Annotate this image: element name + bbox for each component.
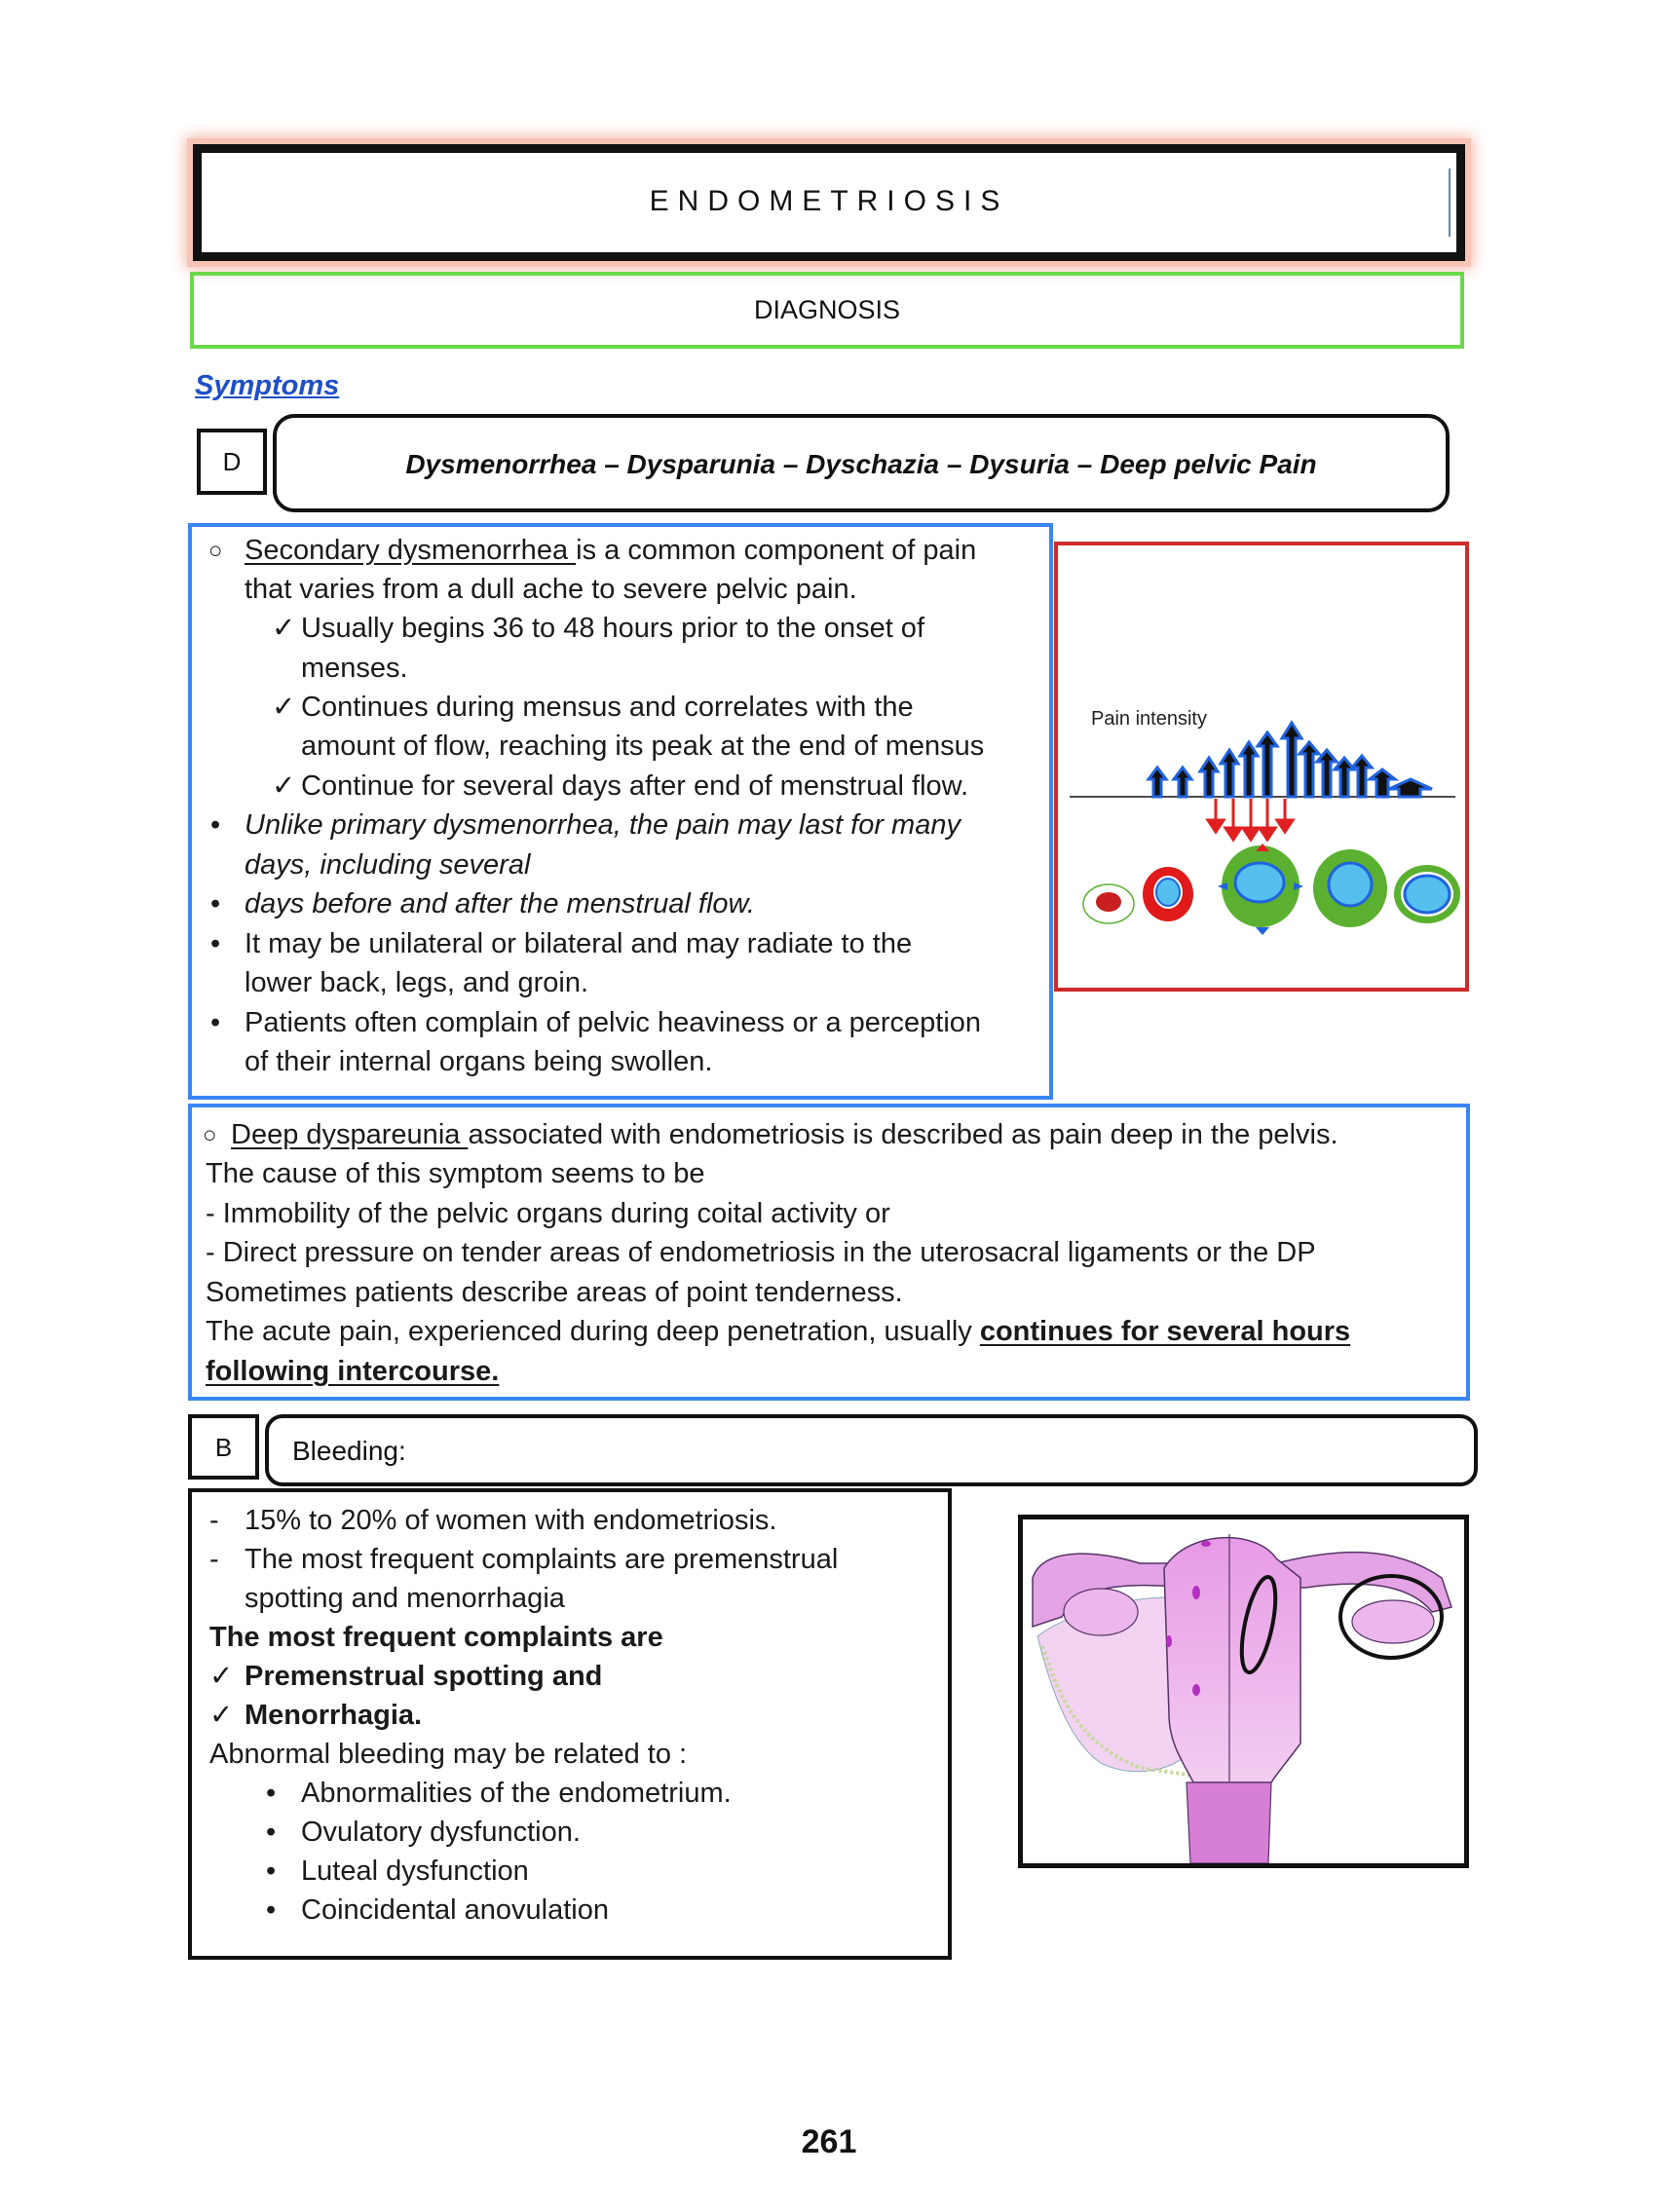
- bullet-icon: •: [266, 1817, 277, 1848]
- bleeding-bold-heading: The most frequent complaints are: [209, 1622, 663, 1653]
- bullet-icon: •: [266, 1856, 277, 1887]
- dysmenorrhea-box: [188, 523, 1053, 1100]
- check-item-2-line-2: amount of flow, reaching its peak at the end of mensus: [301, 731, 985, 762]
- bleeding-item-1: 15% to 20% of women with endometriosis.: [245, 1505, 777, 1536]
- bullet-icon: •: [210, 888, 221, 919]
- check-icon: ✓: [272, 770, 296, 802]
- section-subtitle-box: [190, 272, 1464, 349]
- dash-bullet: -: [209, 1505, 219, 1536]
- check-item-2-line-1: Continues during mensus and correlates with the: [301, 692, 914, 723]
- bullet-icon: •: [210, 928, 221, 959]
- bleeding-item-2-line-1: The most frequent complaints are premenstrual: [245, 1544, 839, 1575]
- lesion-sequence: [1083, 844, 1460, 935]
- bleeding-check-1: Premenstrual spotting and: [245, 1661, 603, 1692]
- letter-b-box: B: [188, 1414, 259, 1480]
- uterus-graphic: [1023, 1519, 1464, 1863]
- intro-text: is a common component of pain: [576, 535, 977, 566]
- related-item-4: Coincidental anovulation: [301, 1894, 609, 1926]
- pain-intensity-diagram: [1054, 542, 1469, 992]
- pain-arrows-and-lesions-graphic: [1058, 545, 1465, 988]
- d-symptoms-banner: [273, 414, 1450, 512]
- letter-d-box: D: [197, 429, 267, 495]
- dyspareunia-line-6: [206, 1312, 1350, 1352]
- dyspareunia-line-1-text: associated with endometriosis is described as pain deep in the pelvis.: [468, 1119, 1338, 1150]
- page-title: ENDOMETRIOSIS: [649, 185, 1009, 217]
- circle-bullet-icon: ○: [203, 1122, 217, 1148]
- check-icon: ✓: [209, 1661, 234, 1692]
- dyspareunia-line-7: following intercourse.: [206, 1356, 500, 1387]
- check-item-1-line-1: Usually begins 36 to 48 hours prior to the onset of: [301, 613, 924, 644]
- related-heading: Abnormal bleeding may be related to :: [209, 1739, 688, 1770]
- bullet-icon: •: [266, 1778, 277, 1809]
- emphasis-text: continues for several hours: [979, 1316, 1351, 1347]
- check-icon: ✓: [272, 692, 296, 723]
- bullet-item-3-line-1: It may be unilateral or bilateral and may radiate to the: [245, 928, 913, 959]
- title-box: [193, 144, 1465, 261]
- bullet-item-1-line-2: days, including several: [245, 849, 531, 881]
- bullet-item-1-line-1: Unlike primary dysmenorrhea, the pain may last for many: [245, 809, 961, 841]
- bullet-item-3-line-2: lower back, legs, and groin.: [245, 967, 589, 998]
- related-item-3: Luteal dysfunction: [301, 1856, 529, 1887]
- pain-up-arrows: [1149, 723, 1432, 797]
- dash-bullet: -: [209, 1544, 219, 1575]
- dysmenorrhea-intro-line-1: [245, 531, 976, 571]
- bleeding-box: [188, 1488, 952, 1960]
- dyspareunia-line-1: [231, 1115, 1338, 1155]
- section-subtitle: DIAGNOSIS: [753, 295, 901, 324]
- bullet-icon: •: [210, 809, 221, 841]
- dyspareunia-line-3: - Immobility of the pelvic organs during coital activity or: [206, 1198, 890, 1229]
- bullet-icon: •: [210, 1007, 221, 1038]
- bullet-item-2-line-1: days before and after the menstrual flow.: [245, 888, 755, 919]
- check-item-3-line-1: Continue for several days after end of menstrual flow.: [301, 770, 969, 802]
- dysmenorrhea-intro-line-2: that varies from a dull ache to severe pelvic pain.: [245, 574, 857, 605]
- related-item-2: Ovulatory dysfunction.: [301, 1817, 581, 1848]
- check-icon: ✓: [272, 613, 296, 644]
- bullet-item-4-line-2: of their internal organs being swollen.: [245, 1046, 713, 1077]
- bleeding-item-2-line-2: spotting and menorrhagia: [245, 1583, 565, 1614]
- dyspareunia-line-5: Sometimes patients describe areas of point tenderness.: [206, 1277, 903, 1308]
- symptoms-heading: Symptoms: [195, 370, 340, 401]
- dyspareunia-line-6-text: The acute pain, experienced during deep penetration, usually: [206, 1316, 980, 1347]
- check-icon: ✓: [209, 1700, 234, 1731]
- uterus-illustration: [1018, 1515, 1469, 1868]
- secondary-dysmenorrhea-term: Secondary dysmenorrhea: [245, 535, 577, 566]
- bullet-item-4-line-1: Patients often complain of pelvic heaviness or a perception: [245, 1007, 982, 1038]
- bullet-icon: •: [266, 1894, 277, 1926]
- circle-bullet-icon: ○: [208, 538, 223, 564]
- pain-intensity-label: Pain intensity: [1091, 708, 1207, 730]
- dyspareunia-box: [188, 1104, 1470, 1401]
- dyspareunia-line-4: - Direct pressure on tender areas of endometriosis in the uterosacral ligaments or the DP: [206, 1237, 1316, 1268]
- dyspareunia-line-2: The cause of this symptom seems to be: [206, 1158, 705, 1189]
- bleeding-banner: [265, 1414, 1478, 1486]
- check-item-1-line-2: menses.: [301, 653, 408, 684]
- bleeding-check-2: Menorrhagia.: [245, 1700, 423, 1731]
- deep-dyspareunia-term: Deep dyspareunia: [231, 1119, 469, 1150]
- pain-down-arrows: [1208, 799, 1293, 840]
- related-item-1: Abnormalities of the endometrium.: [301, 1778, 732, 1809]
- d-symptoms-text: Dysmenorrhea – Dysparunia – Dyschazia – Dysuria – Deep pelvic Pain: [405, 449, 1317, 479]
- bleeding-heading: Bleeding:: [292, 1436, 406, 1466]
- page-number: 261: [801, 2123, 857, 2160]
